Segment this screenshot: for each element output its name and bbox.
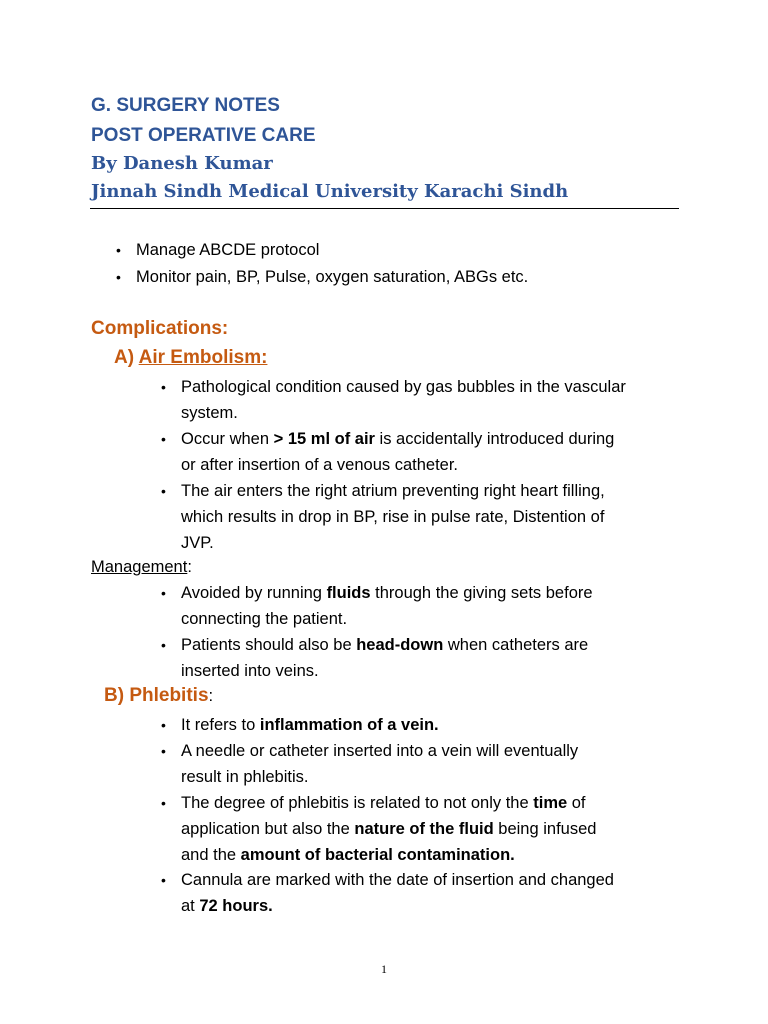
text-line: Cannula are marked with the date of insertion and changed	[181, 871, 614, 889]
bullet-icon: •	[161, 585, 166, 601]
text-run: application but also the	[181, 820, 355, 838]
section-title: Air Embolism:	[138, 347, 268, 368]
emphasis: nature of the fluid	[354, 820, 494, 838]
text-line	[181, 816, 681, 842]
text-line: Pathological condition caused by gas bubbles in the vascular	[181, 378, 626, 396]
intro-item-1: Manage ABCDE protocol	[136, 241, 320, 259]
management-label: Management	[91, 558, 188, 576]
text-line: JVP.	[181, 534, 214, 552]
emphasis: amount of bacterial contamination.	[240, 846, 515, 864]
text-run: being infused	[493, 820, 597, 838]
text-line	[181, 426, 681, 452]
section-prefix: A)	[114, 347, 139, 368]
text-line	[181, 790, 681, 816]
text-run: Occur when	[181, 430, 274, 448]
list-item	[181, 712, 681, 738]
bullet-icon: •	[161, 379, 166, 395]
text-run: :	[208, 687, 214, 705]
bullet-icon: •	[161, 483, 166, 499]
text-line: connecting the patient.	[181, 610, 348, 628]
text-line: The air enters the right atrium preventing right heart filling,	[181, 482, 605, 500]
text-line: result in phlebitis.	[181, 768, 309, 786]
section-title: Phlebitis	[129, 685, 209, 706]
management-heading	[91, 554, 192, 580]
text-run: of	[567, 794, 586, 812]
text-line: A needle or catheter inserted into a vein will eventually	[181, 742, 579, 760]
bullet-icon: •	[161, 717, 166, 733]
text-run: The degree of phlebitis is related to not only the	[181, 794, 534, 812]
bullet-icon: •	[161, 872, 166, 888]
bullet-icon: •	[116, 242, 121, 258]
list-item	[181, 632, 681, 684]
list-item	[181, 426, 681, 478]
doc-author: By Danesh Kumar	[91, 153, 273, 174]
emphasis: time	[533, 794, 568, 812]
text-run: and the	[181, 846, 241, 864]
list-item	[181, 867, 681, 919]
header-divider	[90, 208, 679, 209]
air-embolism-heading	[114, 347, 267, 369]
text-run: through the giving sets before	[370, 584, 593, 602]
text-line	[181, 893, 681, 919]
text-run: It refers to	[181, 716, 260, 734]
bullet-icon: •	[161, 743, 166, 759]
bullet-icon: •	[161, 795, 166, 811]
text-line: or after insertion of a venous catheter.	[181, 456, 458, 474]
text-line	[181, 632, 681, 658]
list-item	[181, 374, 681, 426]
emphasis: inflammation of a vein.	[259, 716, 439, 734]
doc-institution: Jinnah Sindh Medical University Karachi Sindh	[91, 181, 569, 202]
emphasis: 72 hours.	[199, 897, 273, 915]
phlebitis-heading	[104, 685, 213, 707]
emphasis: head-down	[356, 636, 444, 654]
text-run: is accidentally introduced during	[374, 430, 615, 448]
text-line	[181, 712, 681, 738]
emphasis: fluids	[326, 584, 371, 602]
text-line	[181, 842, 681, 868]
text-run: Avoided by running	[181, 584, 327, 602]
text-line: inserted into veins.	[181, 662, 319, 680]
section-prefix: B)	[104, 685, 130, 706]
text-line: which results in drop in BP, rise in pulse rate, Distention of	[181, 508, 605, 526]
list-item	[181, 790, 681, 868]
text-run: when catheters are	[443, 636, 589, 654]
doc-topic-title: POST OPERATIVE CARE	[91, 125, 316, 146]
text-run: Patients should also be	[181, 636, 357, 654]
page-number: 1	[381, 962, 387, 976]
emphasis: > 15 ml of air	[273, 430, 375, 448]
doc-subject-title: G. SURGERY NOTES	[91, 95, 280, 116]
bullet-icon: •	[116, 269, 121, 285]
intro-item-2: Monitor pain, BP, Pulse, oxygen saturation, ABGs etc.	[136, 268, 529, 286]
list-item	[181, 478, 681, 556]
text-line: system.	[181, 404, 238, 422]
complications-heading: Complications:	[91, 318, 229, 339]
bullet-icon: •	[161, 637, 166, 653]
text-line	[181, 580, 681, 606]
list-item	[181, 580, 681, 632]
text-run: at	[181, 897, 200, 915]
list-item	[181, 738, 681, 790]
bullet-icon: •	[161, 431, 166, 447]
text-run: :	[187, 558, 192, 576]
